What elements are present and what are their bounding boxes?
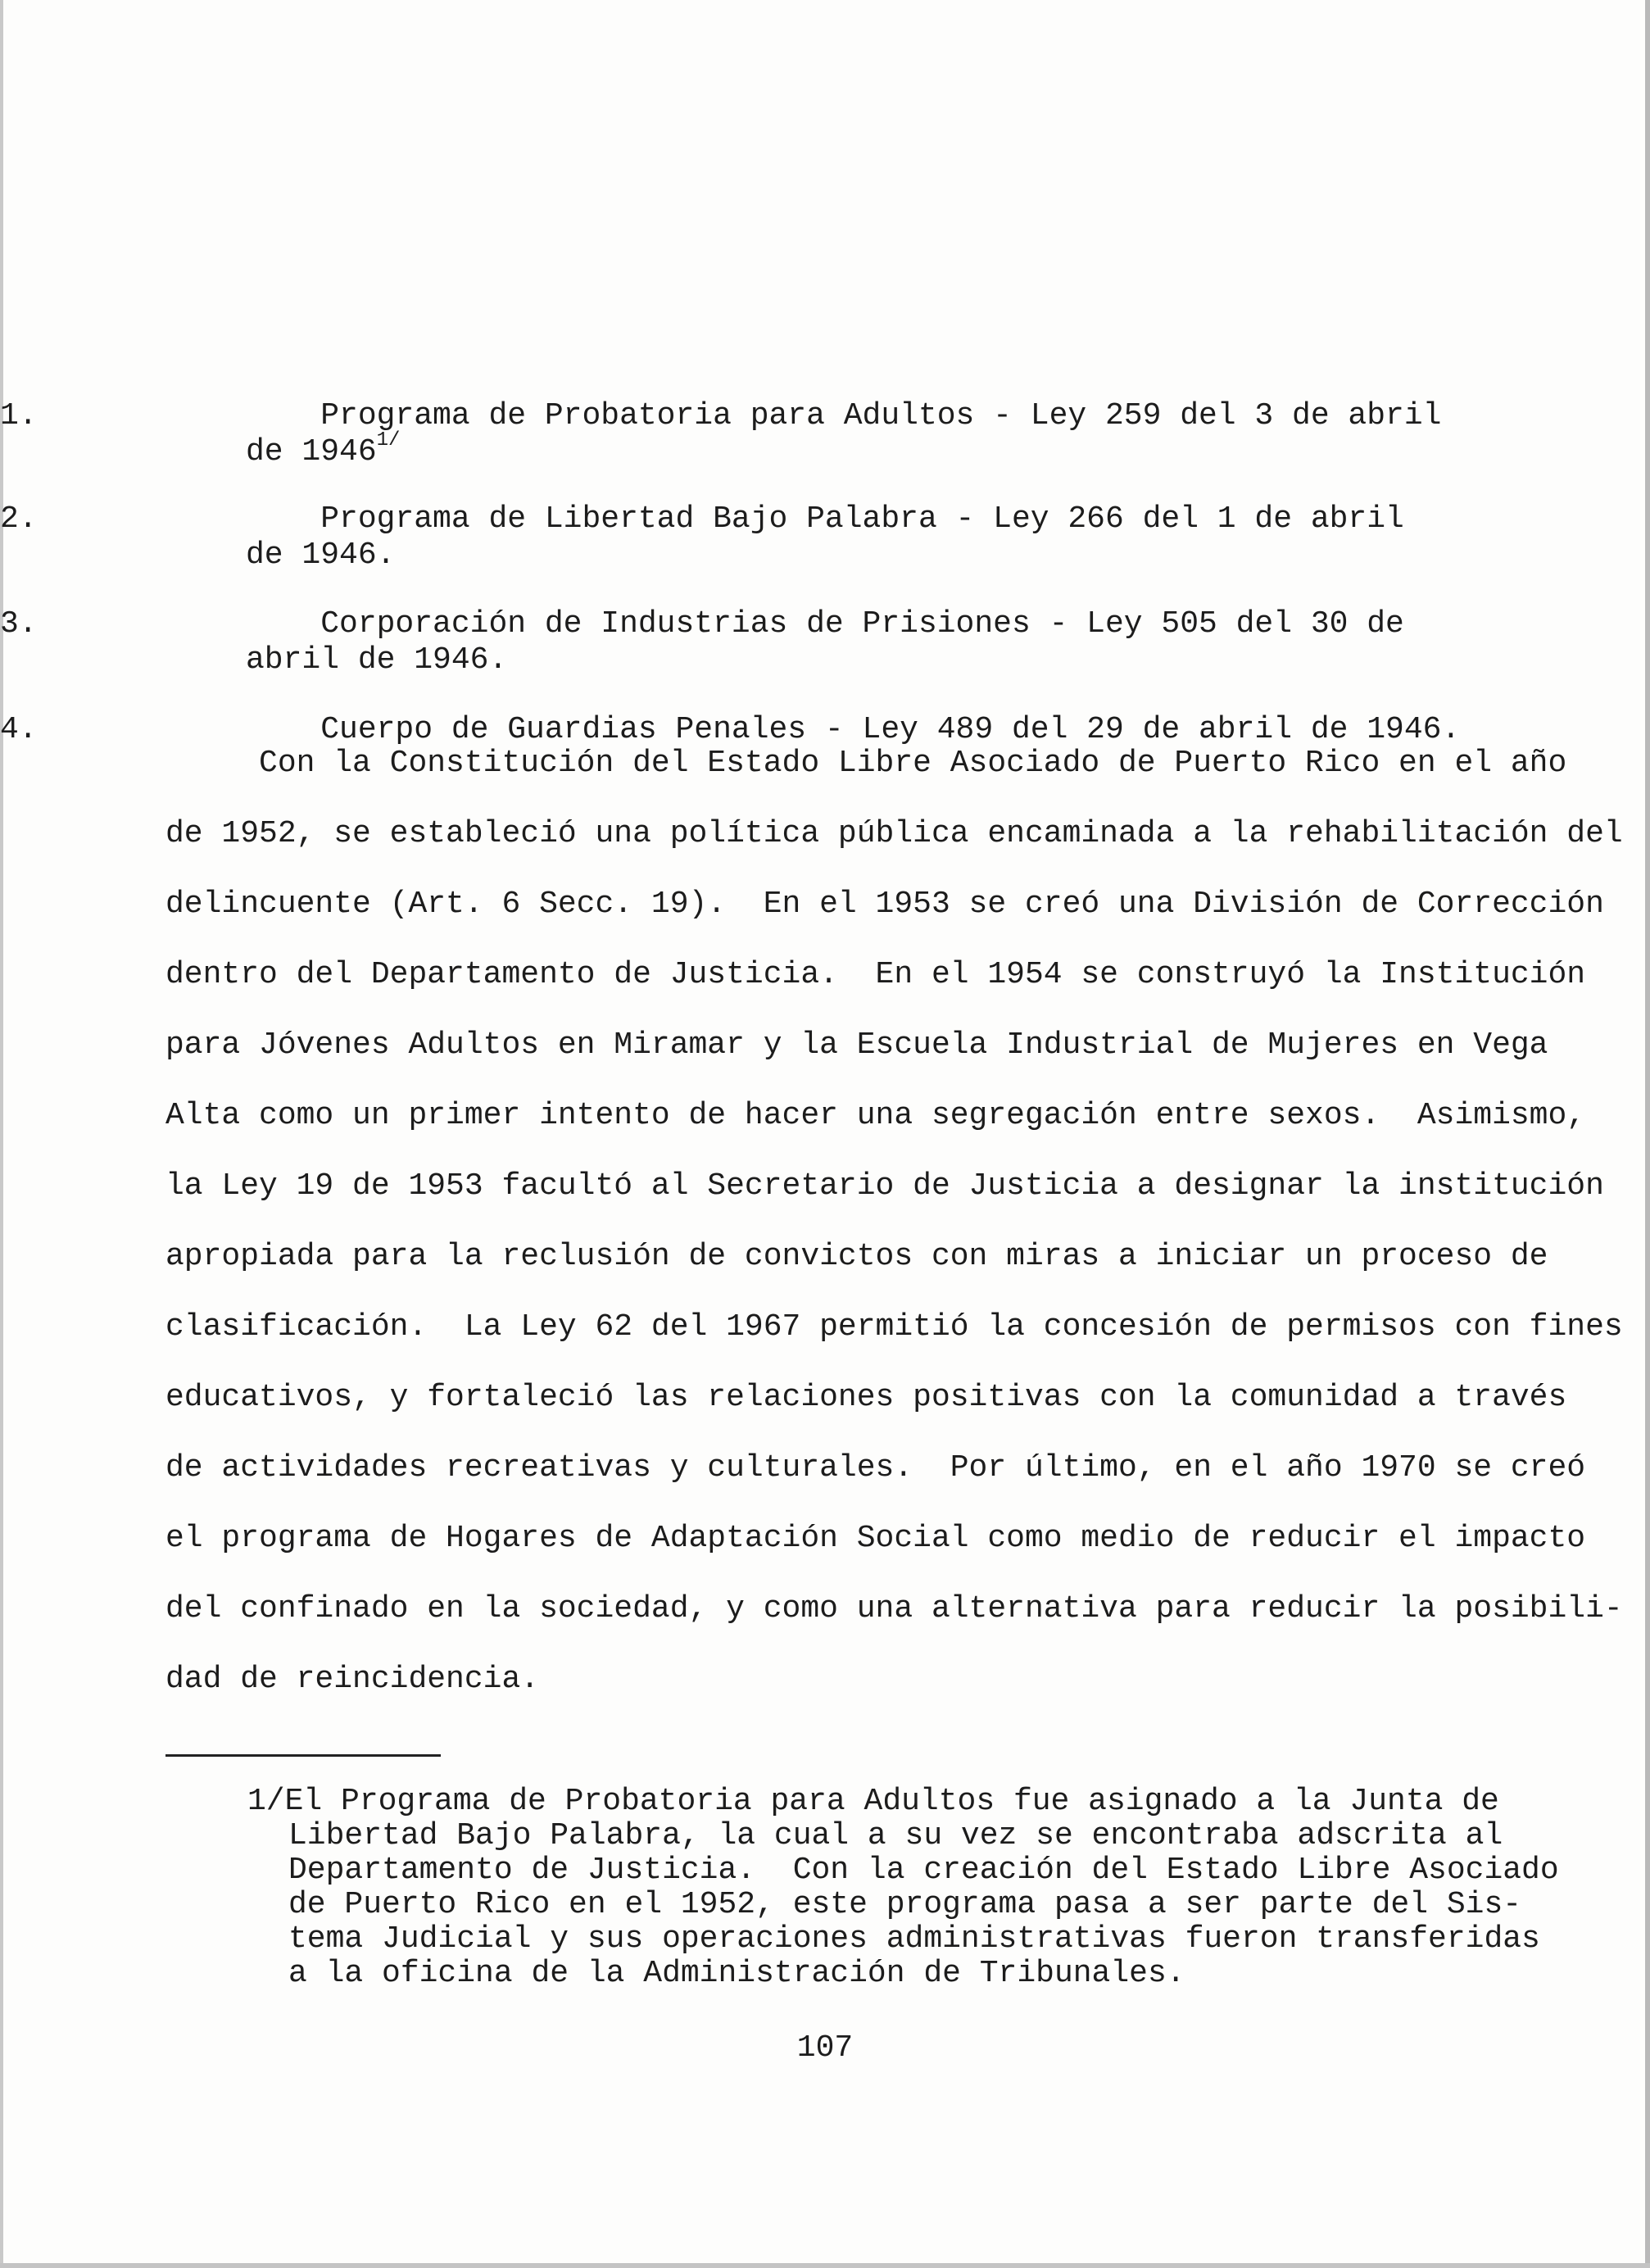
list-item-line: de 1946. xyxy=(246,538,396,573)
paragraph-line: de actividades recreativas y culturales. Por último, en el año 1970 se creó xyxy=(165,1450,1586,1486)
footnote-line: de Puerto Rico en el 1952, este programa pasa a ser parte del Sis- xyxy=(288,1887,1522,1922)
page-edge-left xyxy=(0,0,3,2268)
footnote-line: tema Judicial y sus operaciones administrativas fueron transferidas xyxy=(288,1921,1540,1957)
paragraph-line: del confinado en la sociedad, y como una alternativa para reducir la posibili- xyxy=(165,1591,1623,1626)
list-number: 3. xyxy=(0,606,38,642)
paragraph-line: la Ley 19 de 1953 facultó al Secretario de Justicia a designar la institución xyxy=(165,1168,1604,1204)
paragraph-line: de 1952, se estableció una política pública encaminada a la rehabilitación del xyxy=(165,816,1623,851)
paragraph-line: apropiada para la reclusión de convictos con miras a iniciar un proceso de xyxy=(165,1239,1548,1274)
paragraph-line: dentro del Departamento de Justicia. En el 1954 se construyó la Institución xyxy=(165,957,1586,992)
footnote-separator xyxy=(165,1754,441,1757)
list-item-line: de 1946 xyxy=(246,434,377,469)
list-number: 1. xyxy=(0,398,38,433)
paragraph-line: dad de reincidencia. xyxy=(165,1662,540,1697)
list-item-line: Programa de Libertad Bajo Palabra - Ley 266 del 1 de abril xyxy=(320,501,1404,537)
footnote-line: a la oficina de la Administración de Tribunales. xyxy=(288,1956,1185,1991)
paragraph-line: para Jóvenes Adultos en Miramar y la Escuela Industrial de Mujeres en Vega xyxy=(165,1027,1548,1063)
paragraph-line: Con la Constitución del Estado Libre Asociado de Puerto Rico en el año xyxy=(165,746,1567,781)
page-edge-right xyxy=(1645,0,1650,2268)
list-number: 2. xyxy=(0,501,38,537)
footnote-reference: 1/ xyxy=(376,429,401,451)
paragraph-line: clasificación. La Ley 62 del 1967 permitió la concesión de permisos con fines xyxy=(165,1309,1623,1345)
paragraph-line: delincuente (Art. 6 Secc. 19). En el 1953 se creó una División de Corrección xyxy=(165,887,1604,922)
paragraph-line: el programa de Hogares de Adaptación Social como medio de reducir el impacto xyxy=(165,1521,1586,1556)
list-item-line: abril de 1946. xyxy=(246,642,508,678)
list-item-line: Cuerpo de Guardias Penales - Ley 489 del 29 de abril de 1946. xyxy=(320,712,1461,747)
footnote-line: 1/El Programa de Probatoria para Adultos fue asignado a la Junta de xyxy=(247,1784,1499,1819)
list-item-line: Programa de Probatoria para Adultos - Ley 259 del 3 de abril xyxy=(320,398,1442,433)
footnote-line: Libertad Bajo Palabra, la cual a su vez se encontraba adscrita al xyxy=(288,1818,1503,1853)
paragraph-line: Alta como un primer intento de hacer una segregación entre sexos. Asimismo, xyxy=(165,1098,1586,1133)
page-number: 107 xyxy=(796,2030,854,2066)
page-edge-bottom xyxy=(0,2263,1650,2268)
paragraph-line: educativos, y fortaleció las relaciones positivas con la comunidad a través xyxy=(165,1380,1567,1415)
footnote-line: Departamento de Justicia. Con la creación del Estado Libre Asociado xyxy=(288,1853,1559,1888)
list-number: 4. xyxy=(0,712,38,747)
list-item-line: Corporación de Industrias de Prisiones - Ley 505 del 30 de xyxy=(320,606,1404,642)
